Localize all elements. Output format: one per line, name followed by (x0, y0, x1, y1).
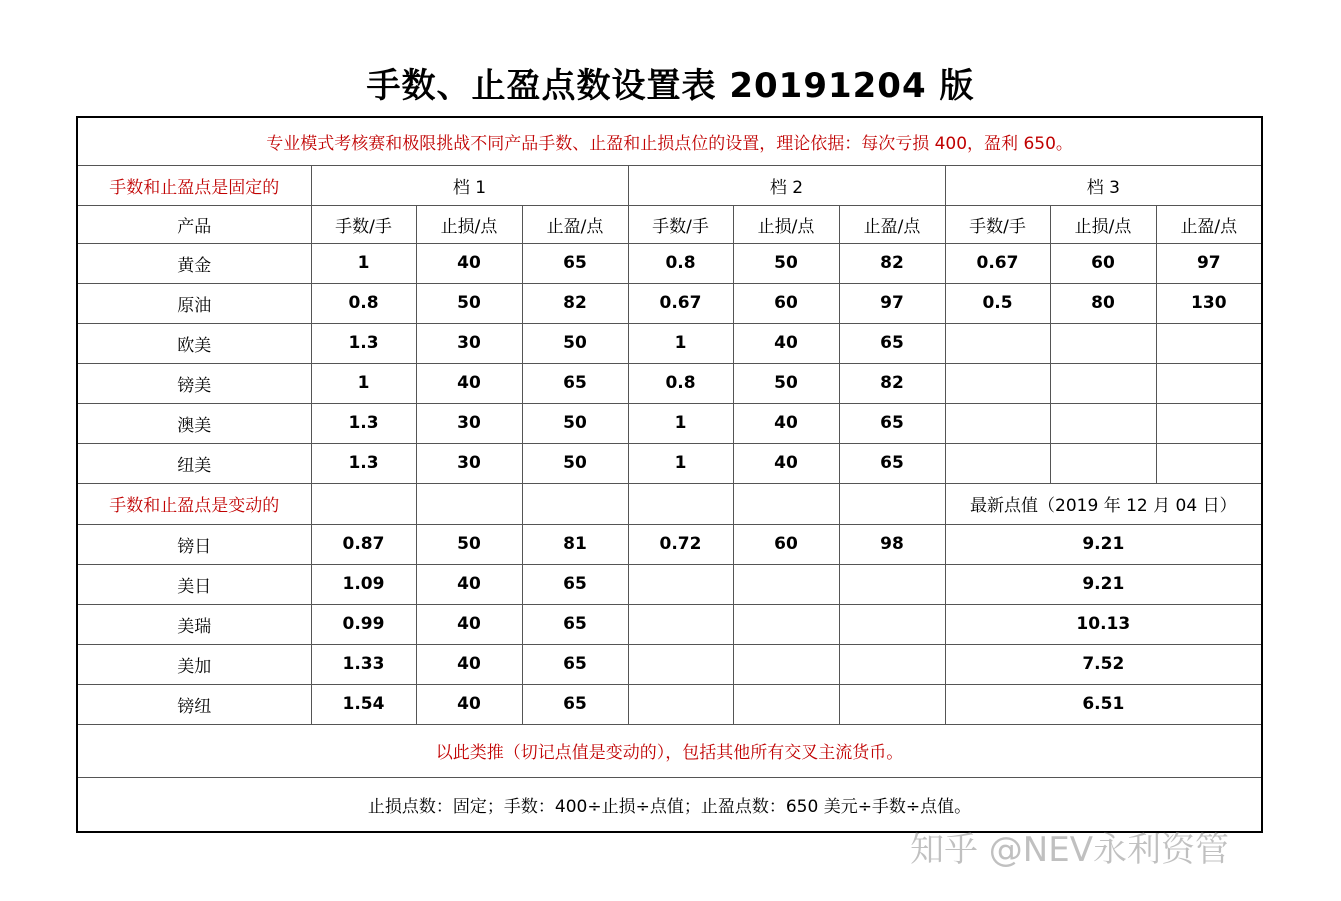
value-cell: 40 (416, 644, 522, 684)
settings-table (76, 116, 1263, 833)
value-cell: 80 (1050, 283, 1156, 323)
value-cell: 130 (1156, 283, 1262, 323)
value-cell: 0.87 (311, 524, 416, 564)
watermark: 知乎 @NEV永利资管 (910, 830, 1229, 870)
value-cell: 1.3 (311, 403, 416, 443)
value-cell: 65 (522, 684, 628, 724)
product-cell: 美日 (77, 564, 311, 604)
empty-cell (522, 483, 628, 524)
table-row (77, 644, 1262, 684)
value-cell: 82 (839, 243, 945, 283)
value-cell (628, 564, 733, 604)
product-cell: 澳美 (77, 403, 311, 443)
value-cell: 1.09 (311, 564, 416, 604)
value-cell: 30 (416, 403, 522, 443)
empty-cell (311, 483, 416, 524)
value-cell: 60 (733, 283, 839, 323)
value-cell: 30 (416, 323, 522, 363)
value-cell: 81 (522, 524, 628, 564)
column-header: 止盈/点 (1156, 205, 1262, 243)
empty-cell (839, 483, 945, 524)
point-value-cell: 7.52 (945, 644, 1262, 684)
value-cell: 40 (733, 323, 839, 363)
empty-cell (733, 483, 839, 524)
product-cell: 黄金 (77, 243, 311, 283)
column-header: 手数/手 (945, 205, 1050, 243)
product-cell: 美加 (77, 644, 311, 684)
product-cell: 原油 (77, 283, 311, 323)
value-cell: 40 (416, 243, 522, 283)
value-cell: 0.8 (628, 363, 733, 403)
value-cell (1156, 443, 1262, 483)
value-cell: 1 (311, 243, 416, 283)
value-cell (733, 644, 839, 684)
table-row (77, 403, 1262, 443)
point-value-cell: 6.51 (945, 684, 1262, 724)
tier-1-header: 档 1 (311, 165, 628, 205)
point-value-cell: 9.21 (945, 564, 1262, 604)
value-cell: 0.99 (311, 604, 416, 644)
value-cell: 0.8 (628, 243, 733, 283)
column-header: 手数/手 (628, 205, 733, 243)
table-row (77, 443, 1262, 483)
table-row (77, 323, 1262, 363)
value-cell: 60 (733, 524, 839, 564)
value-cell: 40 (416, 363, 522, 403)
value-cell (628, 684, 733, 724)
value-cell: 60 (1050, 243, 1156, 283)
latest-point-value-header: 最新点值（2019 年 12 月 04 日） (945, 483, 1262, 524)
value-cell: 50 (733, 363, 839, 403)
column-header: 止盈/点 (522, 205, 628, 243)
value-cell: 0.67 (945, 243, 1050, 283)
formula-note: 止损点数：固定；手数：400÷止损÷点值；止盈点数：650 美元÷手数÷点值。 (77, 777, 1262, 832)
value-cell: 50 (416, 524, 522, 564)
table-row (77, 684, 1262, 724)
value-cell: 65 (522, 644, 628, 684)
point-value-cell: 10.13 (945, 604, 1262, 644)
value-cell (628, 644, 733, 684)
table-row (77, 524, 1262, 564)
value-cell (839, 644, 945, 684)
value-cell (945, 363, 1050, 403)
variable-section-label: 手数和止盈点是变动的 (77, 483, 311, 524)
value-cell: 65 (839, 323, 945, 363)
column-header: 产品 (77, 205, 311, 243)
tier-3-header: 档 3 (945, 165, 1262, 205)
empty-cell (416, 483, 522, 524)
value-cell (733, 564, 839, 604)
value-cell (1050, 403, 1156, 443)
table-row (77, 243, 1262, 283)
value-cell: 65 (522, 604, 628, 644)
value-cell (1050, 443, 1156, 483)
product-cell: 美瑞 (77, 604, 311, 644)
table-note: 专业模式考核赛和极限挑战不同产品手数、止盈和止损点位的设置，理论依据：每次亏损 400，盈利 650。 (77, 117, 1262, 165)
value-cell (1050, 363, 1156, 403)
value-cell: 1 (628, 443, 733, 483)
value-cell: 0.8 (311, 283, 416, 323)
value-cell: 40 (733, 443, 839, 483)
value-cell: 0.72 (628, 524, 733, 564)
empty-cell (628, 483, 733, 524)
tier-2-header: 档 2 (628, 165, 945, 205)
value-cell (839, 604, 945, 644)
fixed-section-label: 手数和止盈点是固定的 (77, 165, 311, 205)
value-cell: 1 (311, 363, 416, 403)
value-cell: 82 (522, 283, 628, 323)
table-row (77, 363, 1262, 403)
value-cell: 40 (416, 564, 522, 604)
column-header: 止损/点 (733, 205, 839, 243)
value-cell: 0.67 (628, 283, 733, 323)
table-row (77, 283, 1262, 323)
value-cell: 65 (522, 243, 628, 283)
value-cell (945, 323, 1050, 363)
value-cell: 1 (628, 323, 733, 363)
value-cell: 40 (416, 604, 522, 644)
point-value-cell: 9.21 (945, 524, 1262, 564)
value-cell: 50 (733, 243, 839, 283)
product-cell: 镑美 (77, 363, 311, 403)
value-cell: 82 (839, 363, 945, 403)
value-cell: 40 (416, 684, 522, 724)
value-cell: 1.3 (311, 323, 416, 363)
value-cell: 1 (628, 403, 733, 443)
value-cell: 65 (839, 443, 945, 483)
page-title: 手数、止盈点数设置表 20191204 版 (366, 66, 975, 106)
column-header: 止损/点 (1050, 205, 1156, 243)
value-cell: 1.33 (311, 644, 416, 684)
value-cell (1156, 403, 1262, 443)
value-cell (1156, 363, 1262, 403)
value-cell: 40 (733, 403, 839, 443)
value-cell: 65 (522, 564, 628, 604)
value-cell (628, 604, 733, 644)
value-cell: 50 (522, 443, 628, 483)
value-cell: 50 (522, 323, 628, 363)
value-cell: 97 (1156, 243, 1262, 283)
value-cell: 97 (839, 283, 945, 323)
value-cell: 50 (416, 283, 522, 323)
value-cell (733, 604, 839, 644)
value-cell: 65 (522, 363, 628, 403)
value-cell: 0.5 (945, 283, 1050, 323)
column-header: 手数/手 (311, 205, 416, 243)
value-cell: 50 (522, 403, 628, 443)
value-cell: 30 (416, 443, 522, 483)
value-cell (839, 564, 945, 604)
value-cell: 1.54 (311, 684, 416, 724)
product-cell: 镑纽 (77, 684, 311, 724)
product-cell: 纽美 (77, 443, 311, 483)
product-cell: 镑日 (77, 524, 311, 564)
value-cell (733, 684, 839, 724)
value-cell (839, 684, 945, 724)
value-cell (1156, 323, 1262, 363)
value-cell (945, 403, 1050, 443)
table-row (77, 604, 1262, 644)
value-cell: 65 (839, 403, 945, 443)
value-cell (945, 443, 1050, 483)
table-row (77, 564, 1262, 604)
product-cell: 欧美 (77, 323, 311, 363)
value-cell: 98 (839, 524, 945, 564)
column-header: 止盈/点 (839, 205, 945, 243)
footer-note: 以此类推（切记点值是变动的），包括其他所有交叉主流货币。 (77, 724, 1262, 777)
value-cell (1050, 323, 1156, 363)
value-cell: 1.3 (311, 443, 416, 483)
column-header: 止损/点 (416, 205, 522, 243)
